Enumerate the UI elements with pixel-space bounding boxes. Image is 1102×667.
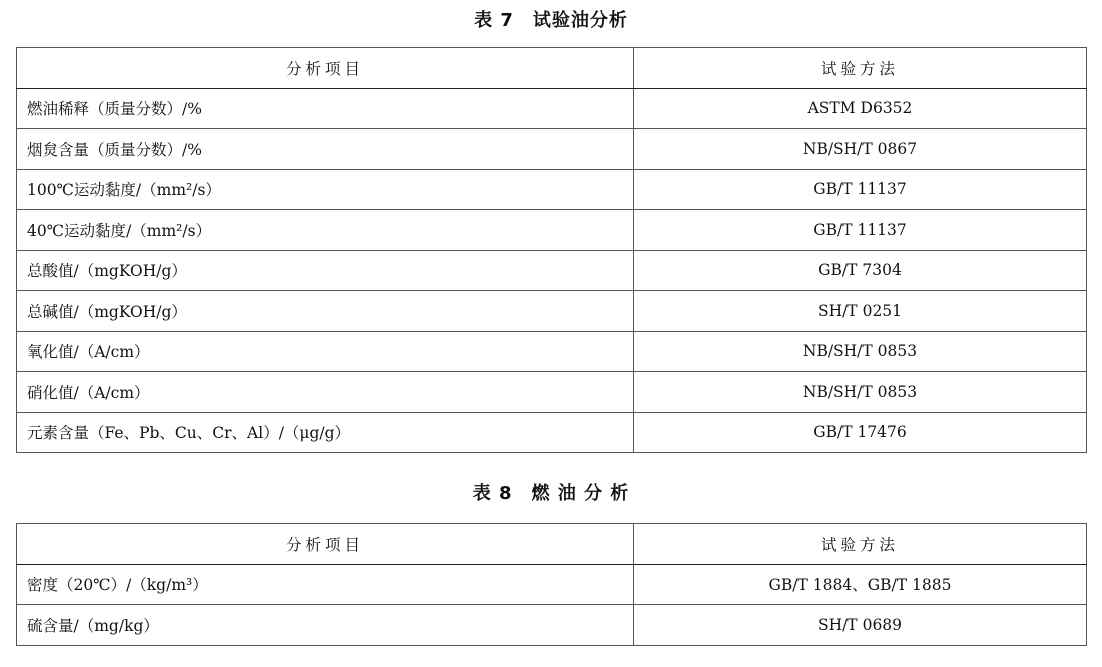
header-analysis-item: 分析项目	[17, 524, 634, 565]
table-8-caption: 表 8 燃 油 分 析	[472, 483, 630, 504]
analysis-item-cell: 元素含量（Fe、Pb、Cu、Cr、Al）/（μg/g）	[17, 412, 634, 453]
table-row	[17, 291, 1087, 332]
test-method-cell: GB/T 11137	[634, 210, 1087, 251]
test-method-cell: NB/SH/T 0867	[634, 129, 1087, 170]
analysis-item-cell: 40℃运动黏度/（mm²/s）	[17, 210, 634, 251]
analysis-item-cell: 100℃运动黏度/（mm²/s）	[17, 169, 634, 210]
table-7-caption: 表 7 试验油分析	[474, 10, 628, 31]
test-method-cell: GB/T 7304	[634, 250, 1087, 291]
header-test-method: 试验方法	[634, 48, 1087, 89]
fuel-analysis-table	[16, 523, 1087, 646]
analysis-item-cell: 密度（20℃）/（kg/m³）	[17, 564, 634, 605]
test-method-cell: ASTM D6352	[634, 88, 1087, 129]
table-row	[17, 564, 1087, 605]
test-method-cell: GB/T 11137	[634, 169, 1087, 210]
table-row	[17, 331, 1087, 372]
analysis-item-cell: 总酸值/（mgKOH/g）	[17, 250, 634, 291]
table-row	[17, 169, 1087, 210]
table-row	[17, 210, 1087, 251]
analysis-item-cell: 硫含量/（mg/kg）	[17, 605, 634, 646]
test-oil-analysis-table	[16, 47, 1087, 453]
test-method-cell: NB/SH/T 0853	[634, 372, 1087, 413]
table-row	[17, 88, 1087, 129]
table-header-row	[17, 48, 1087, 89]
analysis-item-cell: 烟炱含量（质量分数）/%	[17, 129, 634, 170]
test-method-cell: GB/T 17476	[634, 412, 1087, 453]
test-method-cell: GB/T 1884、GB/T 1885	[634, 564, 1087, 605]
table-row	[17, 129, 1087, 170]
test-method-cell: NB/SH/T 0853	[634, 331, 1087, 372]
analysis-item-cell: 总碱值/（mgKOH/g）	[17, 291, 634, 332]
header-test-method: 试验方法	[634, 524, 1087, 565]
table-row	[17, 412, 1087, 453]
analysis-item-cell: 氧化值/（A/cm）	[17, 331, 634, 372]
table-row	[17, 372, 1087, 413]
table-header-row	[17, 524, 1087, 565]
analysis-item-cell: 硝化值/（A/cm）	[17, 372, 634, 413]
test-method-cell: SH/T 0689	[634, 605, 1087, 646]
header-analysis-item: 分析项目	[17, 48, 634, 89]
table-row	[17, 605, 1087, 646]
table-row	[17, 250, 1087, 291]
analysis-item-cell: 燃油稀释（质量分数）/%	[17, 88, 634, 129]
test-method-cell: SH/T 0251	[634, 291, 1087, 332]
